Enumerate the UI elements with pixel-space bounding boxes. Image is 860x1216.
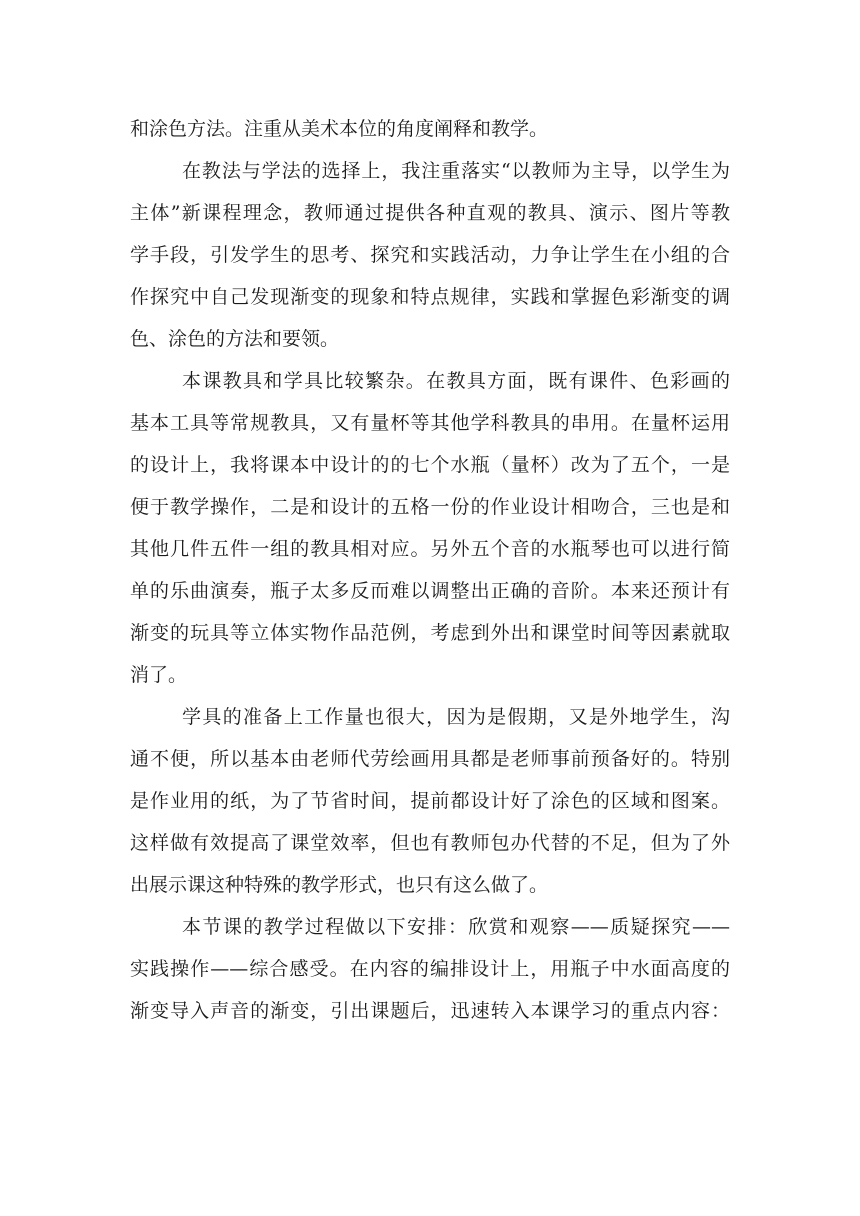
text-line: 消了。 (130, 664, 188, 686)
text-line: 和涂色方法。注重从美术本位的角度阐释和教学。 (130, 118, 549, 140)
text-line: 学具的准备上工作量也很大，因为是假期，又是外地学生，沟 (182, 706, 730, 728)
text-line: 主体”新课程理念，教师通过提供各种直观的教具、演示、图片等教 (130, 202, 730, 224)
text-line: 作探究中自己发现渐变的现象和特点规律，实践和掌握色彩渐变的调 (130, 286, 730, 308)
document-body (130, 108, 730, 1032)
text-line: 学手段，引发学生的思考、探究和实践活动，力争让学生在小组的合 (130, 244, 730, 266)
text-line: 出展示课这种特殊的教学形式，也只有这么做了。 (130, 874, 549, 896)
text-line: 实践操作——综合感受。在内容的编排设计上，用瓶子中水面高度的 (130, 958, 730, 980)
text-line: 这样做有效提高了课堂效率，但也有教师包办代替的不足，但为了外 (130, 832, 730, 854)
text-line: 色、涂色的方法和要领。 (130, 328, 340, 350)
text-line: 基本工具等常规教具，又有量杯等其他学科教具的串用。在量杯运用 (130, 412, 730, 434)
text-line: 是作业用的纸，为了节省时间，提前都设计好了涂色的区域和图案。 (130, 790, 730, 812)
text-line: 渐变导入声音的渐变，引出课题后，迅速转入本课学习的重点内容： (130, 1000, 730, 1022)
text-line: 本课教具和学具比较繁杂。在教具方面，既有课件、色彩画的 (182, 370, 730, 392)
text-line: 的设计上，我将课本中设计的的七个水瓶（量杯）改为了五个，一是 (130, 454, 730, 476)
text-line: 本节课的教学过程做以下安排：欣赏和观察——质疑探究—— (182, 916, 730, 938)
text-line: 通不便，所以基本由老师代劳绘画用具都是老师事前预备好的。特别 (130, 748, 730, 770)
text-line: 单的乐曲演奏，瓶子太多反而难以调整出正确的音阶。本来还预计有 (130, 580, 730, 602)
text-line: 其他几件五件一组的教具相对应。另外五个音的水瓶琴也可以进行简 (130, 538, 730, 560)
text-line: 便于教学操作，二是和设计的五格一份的作业设计相吻合，三也是和 (130, 496, 730, 518)
text-line: 在教法与学法的选择上，我注重落实“以教师为主导，以学生为 (182, 160, 730, 182)
text-line: 渐变的玩具等立体实物作品范例，考虑到外出和课堂时间等因素就取 (130, 622, 730, 644)
